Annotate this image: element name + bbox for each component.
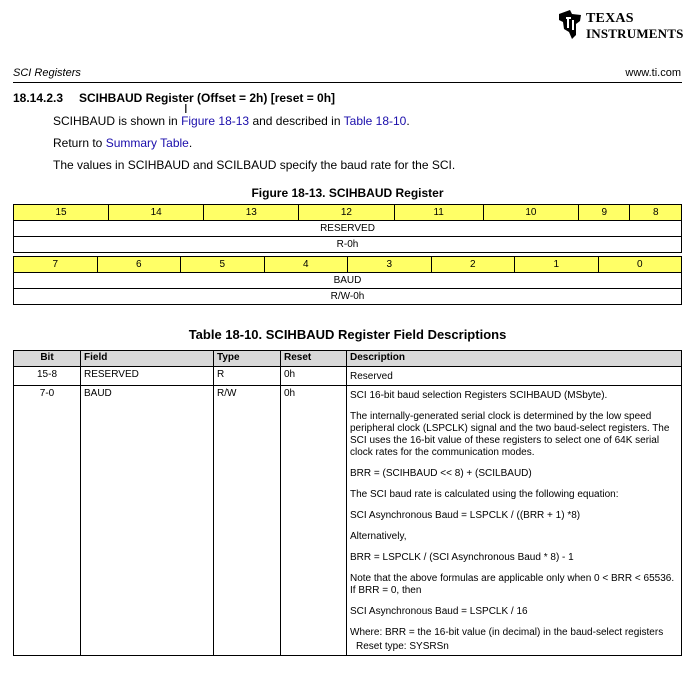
figure-caption: Figure 18-13. SCIHBAUD Register — [251, 186, 444, 200]
column-header-reset: Reset — [281, 351, 347, 367]
brand-line-2: INSTRUMENTS — [586, 26, 684, 41]
column-header-bit: Bit — [14, 351, 81, 367]
description-paragraph: Reserved — [350, 371, 393, 382]
bit-number: 15 — [14, 205, 109, 221]
bit-number-row — [14, 257, 682, 273]
cell-field: BAUD — [81, 386, 214, 656]
reset-type-note: Reset type: SYSRSn — [356, 641, 449, 652]
bit-number: 1 — [515, 257, 599, 273]
description-paragraph: SCI 16-bit baud selection Registers SCIHBAUD (MSbyte). — [350, 390, 608, 401]
description-paragraph: BRR = LSPCLK / (SCI Asynchronous Baud * 8) - 1 — [350, 552, 574, 563]
cell-description — [347, 386, 682, 656]
bit-number-row — [14, 205, 682, 221]
bit-number: 4 — [264, 257, 348, 273]
description-paragraph: Alternatively, — [350, 531, 407, 542]
website[interactable]: www.ti.com — [625, 67, 681, 79]
column-header-type: Type — [214, 351, 281, 367]
description-paragraph: BRR = (SCIHBAUD << 8) + (SCILBAUD) — [350, 468, 532, 479]
bit-number: 13 — [204, 205, 299, 221]
register-upper-byte — [13, 204, 682, 253]
description-paragraph: The SCI baud rate is calculated using the following equation: — [350, 489, 619, 500]
description-paragraph: Note that the above formulas are applicable only when 0 < BRR < 65536. If BRR = 0, then — [350, 573, 675, 596]
section-heading — [13, 91, 335, 105]
description-paragraph: The internally-generated serial clock is determined by the low speed peripheral clock (LSPCLK) signal and the two baud-select registers. The SCI uses the 16-bit value of these registers to select one of 64K serial clock rates for the communication modes. — [350, 411, 670, 458]
brand-line-1: TEXAS — [586, 11, 634, 26]
cell-field: RESERVED — [81, 367, 214, 386]
bit-number: 12 — [299, 205, 394, 221]
bit-number: 10 — [483, 205, 578, 221]
field-access-cell: R/W-0h — [14, 289, 682, 305]
bit-number: 6 — [97, 257, 181, 273]
bit-number: 8 — [630, 205, 682, 221]
intro-text: and described in — [252, 114, 341, 128]
table-row — [14, 367, 682, 386]
intro-text: Return to — [53, 136, 103, 150]
intro-text: SCIHBAUD is shown in — [53, 114, 178, 128]
field-access-cell: R-0h — [14, 237, 682, 253]
bit-number: 7 — [14, 257, 98, 273]
section-name: SCI Registers — [13, 67, 81, 79]
summary-table-link[interactable]: Summary Table — [105, 136, 189, 150]
intro-line-2 — [53, 136, 192, 150]
text-cursor-icon: I — [184, 101, 188, 116]
header-divider — [13, 82, 682, 83]
intro-line-1 — [53, 114, 410, 128]
field-name-cell: RESERVED — [14, 221, 682, 237]
field-description-table — [13, 350, 682, 656]
table-link[interactable]: Table 18-10 — [343, 114, 407, 128]
description-paragraph: SCI Asynchronous Baud = LSPCLK / ((BRR + 1) *8) — [350, 510, 581, 521]
intro-text: . — [406, 114, 410, 128]
cell-reset: 0h — [281, 367, 347, 386]
bit-number: 0 — [598, 257, 682, 273]
intro-text: . — [188, 136, 193, 150]
intro-line-3: The values in SCIHBAUD and SCILBAUD specify the baud rate for the SCI. — [53, 158, 456, 172]
description-paragraph: SCI Asynchronous Baud = LSPCLK / 16 — [350, 606, 528, 617]
bit-number: 14 — [109, 205, 204, 221]
ti-logo — [556, 8, 686, 42]
cell-type: R — [214, 367, 281, 386]
bit-number: 11 — [394, 205, 483, 221]
description-paragraph: Where: BRR = the 16-bit value (in decimal) in the baud-select registers — [350, 627, 664, 638]
ti-logo-icon — [556, 8, 584, 40]
bit-number: 2 — [431, 257, 515, 273]
table-header-row — [14, 351, 682, 367]
table-caption: Table 18-10. SCIHBAUD Register Field Descriptions — [188, 327, 507, 342]
cell-bit: 15-8 — [14, 367, 81, 386]
bit-number: 9 — [578, 205, 629, 221]
register-lower-byte — [13, 256, 682, 305]
table-row — [14, 386, 682, 656]
column-header-field: Field — [81, 351, 214, 367]
cell-description — [347, 367, 682, 386]
cell-reset: 0h — [281, 386, 347, 656]
cell-bit: 7-0 — [14, 386, 81, 656]
bit-number: 5 — [181, 257, 265, 273]
cell-type: R/W — [214, 386, 281, 656]
section-title: SCIHBAUD Register (Offset = 2h) [reset = 0h] — [79, 91, 336, 105]
field-name-cell: BAUD — [14, 273, 682, 289]
figure-link[interactable]: Figure 18-13 — [181, 114, 250, 128]
section-number: 18.14.2.3 — [13, 91, 64, 105]
bit-number: 3 — [348, 257, 432, 273]
column-header-description: Description — [347, 351, 682, 367]
